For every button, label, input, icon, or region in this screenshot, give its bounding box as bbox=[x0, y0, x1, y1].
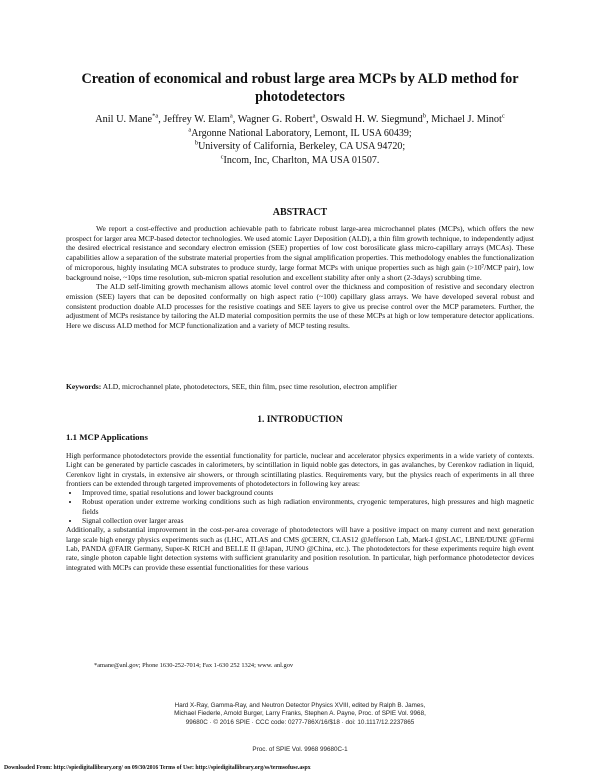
keywords-text: ALD, microchannel plate, photodetectors, SEE, thin film, psec time resolution, electron amplifier bbox=[102, 382, 398, 391]
intro-paragraph: Additionally, a substantial improvement in the cost-per-area coverage of photodetectors will have a positive impact on many current and next generation large scale high energy physics experiments such as (LHC, ATLAS and CMS @CERN, CLAS12 @Jefferson Lab, Mark-I @SLAC, LBNE/DUNE @Fermi Lab, PANDA @FAIR Germany, Super-K RICH and BELLE II @Japan, JUNO @China, etc.). The photodetectors for these experiments require high event rate, single photon capable light detection systems with sufficient granularity and position resolution. In particular, high performance photodetector devices integrated with MCPs can provide these essential functionalities for these various bbox=[66, 525, 534, 572]
section-heading: 1. INTRODUCTION bbox=[257, 415, 343, 425]
author-affil-mark: a bbox=[229, 112, 233, 120]
list-item: • Robust operation under extreme working conditions such as high radiation environments, cryogenic temperatures, high pressures and high magnetic fields bbox=[80, 497, 534, 516]
abstract-body bbox=[66, 224, 534, 331]
affiliation: $^b$University of California, Berkeley, CA USA 94720; bbox=[194, 139, 406, 153]
download-notice: Downloaded From: http://spiedigitallibrary.org/ on 09/30/2016 Terms of Use: http://spiedigitallibrary.org/ss/termsofuse.aspx bbox=[4, 765, 311, 771]
author-name: Wagner G. Robert bbox=[237, 114, 313, 125]
author-affil-mark: c bbox=[501, 112, 505, 120]
author-affil-mark: a bbox=[312, 112, 316, 120]
publication-info: Hard X-Ray, Gamma-Ray, and Neutron Detector Physics XVIII, edited by Ralph B. James, Michael Fiederle, Arnold Burger, Larry Franks, Stephen A. Payne, Proc. of SPIE Vol. 9968, 99680C · © 2016 SPIE · CCC code: 0277-786X/16/$18 · doi: 10.1117/12.2237865 bbox=[174, 702, 426, 726]
abstract-paragraph: We report a cost-effective and production achievable path to fabricate robust large-area microchannel plates (MCPs), which offers the new prospect for larger area MCP-based detector technologies. We used atomic Layer Deposition (ALD), a thin film growth technique, to independently adjust the desired electrical resistance and secondary electron emission (SEE) properties of low cost borosilicate glass micro-capillary arrays (MCAs). These capabilities allow a separation of the substrate material properties from the signal amplification properties. This methodology enables the functionalization of microporous, highly insulating MCA substrates to produce sturdy, large format MCPs with unique properties such as high gain (>10⁷/MCP pair), low background noise, ~10ps time resolution, sub-micron spatial resolution and excellent stability after only a short (2-3days) scrubbing time. bbox=[66, 224, 534, 282]
paper-title: Creation of economical and robust large area MCPs by ALD method for photodetectors bbox=[81, 71, 519, 105]
affiliation: $^a$Argonne National Laboratory, Lemont, IL USA 60439; bbox=[188, 126, 412, 139]
subsection-heading: 1.1 MCP Applications bbox=[66, 432, 148, 442]
abstract-paragraph: The ALD self-limiting growth mechanism allows atomic level control over the thickness and composition of resistive and secondary electron emission (SEE) layers that can be deposited conformally on high aspect ratio (~100) capillary glass arrays. We have developed several robust and consistent production doable ALD processes for the resistive coatings and SEE layers to give us precise control over the MCP parameters. Further, the adjustment of MCPs resistance by tailoring the ALD material composition permits the use of these MCPs at high or low temperature detector applications. Here we discuss ALD method for MCP functionalization and a variety of MCP testing results. bbox=[66, 282, 534, 331]
author-list: Anil U. Mane$^{*a}$, Jeffrey W. Elam$^a$, Wagner G. Robert$^a$, Oswald H. W. Siegmund$^b$, Michael J. Minot$^c$ bbox=[95, 112, 505, 125]
introduction-body bbox=[66, 451, 534, 572]
list-item: • Improved time, spatial resolutions and lower background counts bbox=[80, 488, 534, 497]
footnote: *amane@anl.gov; Phone 1630-252-7014; Fax 1-630 252 1324; www. anl.gov bbox=[94, 662, 294, 669]
author-name: Oswald H. W. Siegmund bbox=[320, 114, 423, 125]
author-name: Anil U. Mane bbox=[95, 114, 153, 125]
keywords-label: Keywords: bbox=[66, 382, 102, 391]
keywords bbox=[66, 382, 534, 392]
list-item: • Signal collection over larger areas bbox=[80, 516, 534, 525]
author-name: Jeffrey W. Elam bbox=[163, 114, 230, 125]
intro-paragraph: High performance photodetectors provide the essential functionality for particle, nuclear and accelerator physics experiments in a wide variety of contexts. Light can be generated by particle cascades in calorimeters, by scintillation in liquid noble gas detectors, in gas avalanches, by Cerenkov radiation in liquid, Cerenkov light in crystals, in extensive air showers, or through scintillating plastics. Requirements vary, but the physics reach of experiments in all three frontiers can be extended through targeted improvements of photodetectors in following key areas: bbox=[66, 451, 534, 488]
author-affil-mark: b bbox=[422, 112, 427, 120]
affiliation: $^c$Incom, Inc, Charlton, MA USA 01507. bbox=[220, 153, 380, 166]
abstract-heading: ABSTRACT bbox=[272, 207, 328, 218]
author-affil-mark: *a bbox=[152, 112, 159, 120]
page-footer-proc: Proc. of SPIE Vol. 9968 99680C-1 bbox=[252, 746, 348, 753]
author-name: Michael J. Minot bbox=[431, 114, 502, 125]
intro-bullet-list bbox=[66, 488, 534, 525]
affiliation-list bbox=[50, 127, 550, 167]
